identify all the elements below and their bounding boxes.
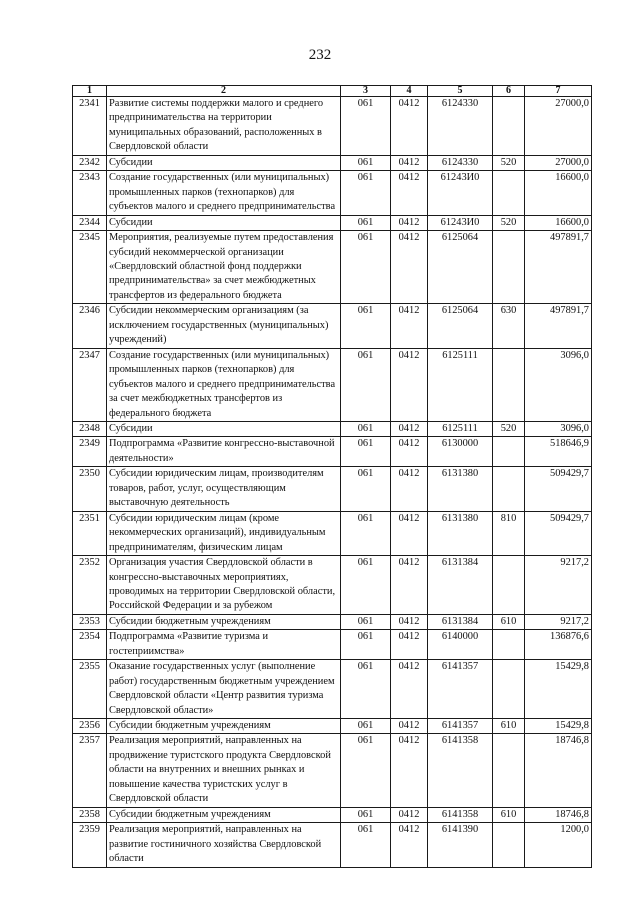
amount: 18746,8 xyxy=(525,734,592,807)
amount: 509429,7 xyxy=(525,467,592,511)
row-description: Оказание государственных услуг (выполнение работ) государственным бюджетным учреждением Свердловской области «Центр развития туризма Свердловской области» xyxy=(107,660,341,719)
table-row xyxy=(73,155,592,170)
target-code: 6141358 xyxy=(428,734,493,807)
section-code: 0412 xyxy=(391,215,428,230)
page-number: 232 xyxy=(308,47,332,63)
target-code: 6141358 xyxy=(428,807,493,822)
ministry-code: 061 xyxy=(341,614,391,629)
amount: 9217,2 xyxy=(525,556,592,615)
budget-table xyxy=(72,85,592,868)
expense-type-code: 610 xyxy=(493,807,525,822)
amount: 15429,8 xyxy=(525,660,592,719)
table-row xyxy=(73,421,592,436)
row-description: Субсидии xyxy=(107,155,341,170)
table-row xyxy=(73,734,592,807)
section-code: 0412 xyxy=(391,348,428,421)
expense-type-code: 520 xyxy=(493,215,525,230)
expense-type-code xyxy=(493,556,525,615)
amount: 27000,0 xyxy=(525,155,592,170)
row-description: Субсидии бюджетным учреждениям xyxy=(107,807,341,822)
table-row xyxy=(73,304,592,348)
target-code: 6125064 xyxy=(428,231,493,304)
expense-type-code xyxy=(493,231,525,304)
amount: 1200,0 xyxy=(525,823,592,867)
target-code: 6131384 xyxy=(428,614,493,629)
row-description: Подпрограмма «Развитие конгрессно-выставочной деятельности» xyxy=(107,437,341,467)
table-row xyxy=(73,467,592,511)
row-description: Субсидии бюджетным учреждениям xyxy=(107,719,341,734)
amount: 497891,7 xyxy=(525,304,592,348)
target-code: 61243И0 xyxy=(428,171,493,215)
target-code: 6130000 xyxy=(428,437,493,467)
row-number: 2347 xyxy=(73,348,107,421)
row-number: 2349 xyxy=(73,437,107,467)
row-description: Создание государственных (или муниципальных) промышленных парков (технопарков) для субъектов малого и среднего предпринимательства xyxy=(107,171,341,215)
section-code: 0412 xyxy=(391,660,428,719)
row-number: 2357 xyxy=(73,734,107,807)
row-number: 2345 xyxy=(73,231,107,304)
row-number: 2353 xyxy=(73,614,107,629)
target-code: 6125111 xyxy=(428,348,493,421)
section-code: 0412 xyxy=(391,304,428,348)
section-code: 0412 xyxy=(391,511,428,555)
target-code: 61243И0 xyxy=(428,215,493,230)
ministry-code: 061 xyxy=(341,719,391,734)
expense-type-code xyxy=(493,467,525,511)
section-code: 0412 xyxy=(391,556,428,615)
table-row xyxy=(73,437,592,467)
row-number: 2348 xyxy=(73,421,107,436)
ministry-code: 061 xyxy=(341,155,391,170)
row-number: 2343 xyxy=(73,171,107,215)
target-code: 6140000 xyxy=(428,630,493,660)
target-code: 6124330 xyxy=(428,155,493,170)
expense-type-code: 810 xyxy=(493,511,525,555)
ministry-code: 061 xyxy=(341,734,391,807)
row-description: Мероприятия, реализуемые путем предоставления субсидий некоммерческой организации «Свердловский областной фонд поддержки предпринимательства» за счет межбюджетных трансфертов из федерального бюджета xyxy=(107,231,341,304)
ministry-code: 061 xyxy=(341,660,391,719)
target-code: 6125111 xyxy=(428,421,493,436)
ministry-code: 061 xyxy=(341,231,391,304)
amount: 136876,6 xyxy=(525,630,592,660)
expense-type-code xyxy=(493,660,525,719)
expense-type-code: 610 xyxy=(493,614,525,629)
row-number: 2355 xyxy=(73,660,107,719)
row-description: Субсидии некоммерческим организациям (за исключением государственных (муниципальных) учреждений) xyxy=(107,304,341,348)
column-header: 4 xyxy=(391,86,428,97)
row-description: Создание государственных (или муниципальных) промышленных парков (технопарков) для субъектов малого и среднего предпринимательства за счет межбюджетных трансфертов из федерального бюджета xyxy=(107,348,341,421)
section-code: 0412 xyxy=(391,171,428,215)
expense-type-code: 630 xyxy=(493,304,525,348)
table-body xyxy=(73,97,592,868)
ministry-code: 061 xyxy=(341,348,391,421)
section-code: 0412 xyxy=(391,421,428,436)
table-row xyxy=(73,556,592,615)
target-code: 6141390 xyxy=(428,823,493,867)
ministry-code: 061 xyxy=(341,630,391,660)
ministry-code: 061 xyxy=(341,421,391,436)
row-description: Реализация мероприятий, направленных на развитие гостиничного хозяйства Свердловской области xyxy=(107,823,341,867)
row-number: 2341 xyxy=(73,97,107,156)
row-number: 2356 xyxy=(73,719,107,734)
amount: 3096,0 xyxy=(525,348,592,421)
row-description: Организация участия Свердловской области в конгрессно-выставочных мероприятиях, проводимых на территории Свердловской области, Российской Федерации и за рубежом xyxy=(107,556,341,615)
ministry-code: 061 xyxy=(341,437,391,467)
row-number: 2354 xyxy=(73,630,107,660)
section-code: 0412 xyxy=(391,807,428,822)
expense-type-code xyxy=(493,630,525,660)
table-row xyxy=(73,511,592,555)
target-code: 6131384 xyxy=(428,556,493,615)
expense-type-code xyxy=(493,823,525,867)
table-row xyxy=(73,348,592,421)
section-code: 0412 xyxy=(391,97,428,156)
table-row xyxy=(73,97,592,156)
expense-type-code xyxy=(493,437,525,467)
ministry-code: 061 xyxy=(341,171,391,215)
row-description: Реализация мероприятий, направленных на продвижение туристского продукта Свердловской области на внутренних и внешних рынках и повышение качества туристских услуг в Свердловской области xyxy=(107,734,341,807)
section-code: 0412 xyxy=(391,614,428,629)
target-code: 6141357 xyxy=(428,719,493,734)
row-description: Субсидии юридическим лицам, производителям товаров, работ, услуг, осуществляющим выставочную деятельность xyxy=(107,467,341,511)
amount: 18746,8 xyxy=(525,807,592,822)
ministry-code: 061 xyxy=(341,556,391,615)
section-code: 0412 xyxy=(391,155,428,170)
section-code: 0412 xyxy=(391,823,428,867)
amount: 509429,7 xyxy=(525,511,592,555)
row-description: Субсидии бюджетным учреждениям xyxy=(107,614,341,629)
header-row xyxy=(73,86,592,97)
table-row xyxy=(73,807,592,822)
ministry-code: 061 xyxy=(341,304,391,348)
expense-type-code xyxy=(493,97,525,156)
amount: 15429,8 xyxy=(525,719,592,734)
expense-type-code xyxy=(493,734,525,807)
amount: 518646,9 xyxy=(525,437,592,467)
amount: 27000,0 xyxy=(525,97,592,156)
section-code: 0412 xyxy=(391,231,428,304)
amount: 9217,2 xyxy=(525,614,592,629)
section-code: 0412 xyxy=(391,467,428,511)
row-description: Субсидии xyxy=(107,421,341,436)
row-number: 2351 xyxy=(73,511,107,555)
table-row xyxy=(73,171,592,215)
row-description: Подпрограмма «Развитие туризма и гостеприимства» xyxy=(107,630,341,660)
row-number: 2359 xyxy=(73,823,107,867)
ministry-code: 061 xyxy=(341,823,391,867)
amount: 16600,0 xyxy=(525,215,592,230)
table-row xyxy=(73,231,592,304)
section-code: 0412 xyxy=(391,630,428,660)
expense-type-code xyxy=(493,348,525,421)
table-row xyxy=(73,215,592,230)
column-header: 2 xyxy=(107,86,341,97)
column-header: 3 xyxy=(341,86,391,97)
amount: 16600,0 xyxy=(525,171,592,215)
target-code: 6131380 xyxy=(428,467,493,511)
expense-type-code: 610 xyxy=(493,719,525,734)
ministry-code: 061 xyxy=(341,467,391,511)
ministry-code: 061 xyxy=(341,215,391,230)
column-header: 5 xyxy=(428,86,493,97)
row-description: Субсидии юридическим лицам (кроме некоммерческих организаций), индивидуальным предпринимателям, физическим лицам xyxy=(107,511,341,555)
ministry-code: 061 xyxy=(341,511,391,555)
column-header: 7 xyxy=(525,86,592,97)
row-number: 2350 xyxy=(73,467,107,511)
table-row xyxy=(73,614,592,629)
target-code: 6131380 xyxy=(428,511,493,555)
target-code: 6141357 xyxy=(428,660,493,719)
table-row xyxy=(73,660,592,719)
expense-type-code: 520 xyxy=(493,421,525,436)
column-header: 1 xyxy=(73,86,107,97)
amount: 3096,0 xyxy=(525,421,592,436)
amount: 497891,7 xyxy=(525,231,592,304)
table-row xyxy=(73,823,592,867)
ministry-code: 061 xyxy=(341,97,391,156)
column-header: 6 xyxy=(493,86,525,97)
section-code: 0412 xyxy=(391,734,428,807)
target-code: 6125064 xyxy=(428,304,493,348)
expense-type-code xyxy=(493,171,525,215)
row-number: 2344 xyxy=(73,215,107,230)
ministry-code: 061 xyxy=(341,807,391,822)
row-number: 2342 xyxy=(73,155,107,170)
table-row xyxy=(73,630,592,660)
section-code: 0412 xyxy=(391,719,428,734)
row-description: Субсидии xyxy=(107,215,341,230)
row-number: 2346 xyxy=(73,304,107,348)
target-code: 6124330 xyxy=(428,97,493,156)
section-code: 0412 xyxy=(391,437,428,467)
row-description: Развитие системы поддержки малого и среднего предпринимательства на территории муниципальных образований, расположенных в Свердловской области xyxy=(107,97,341,156)
expense-type-code: 520 xyxy=(493,155,525,170)
table-row xyxy=(73,719,592,734)
row-number: 2358 xyxy=(73,807,107,822)
row-number: 2352 xyxy=(73,556,107,615)
